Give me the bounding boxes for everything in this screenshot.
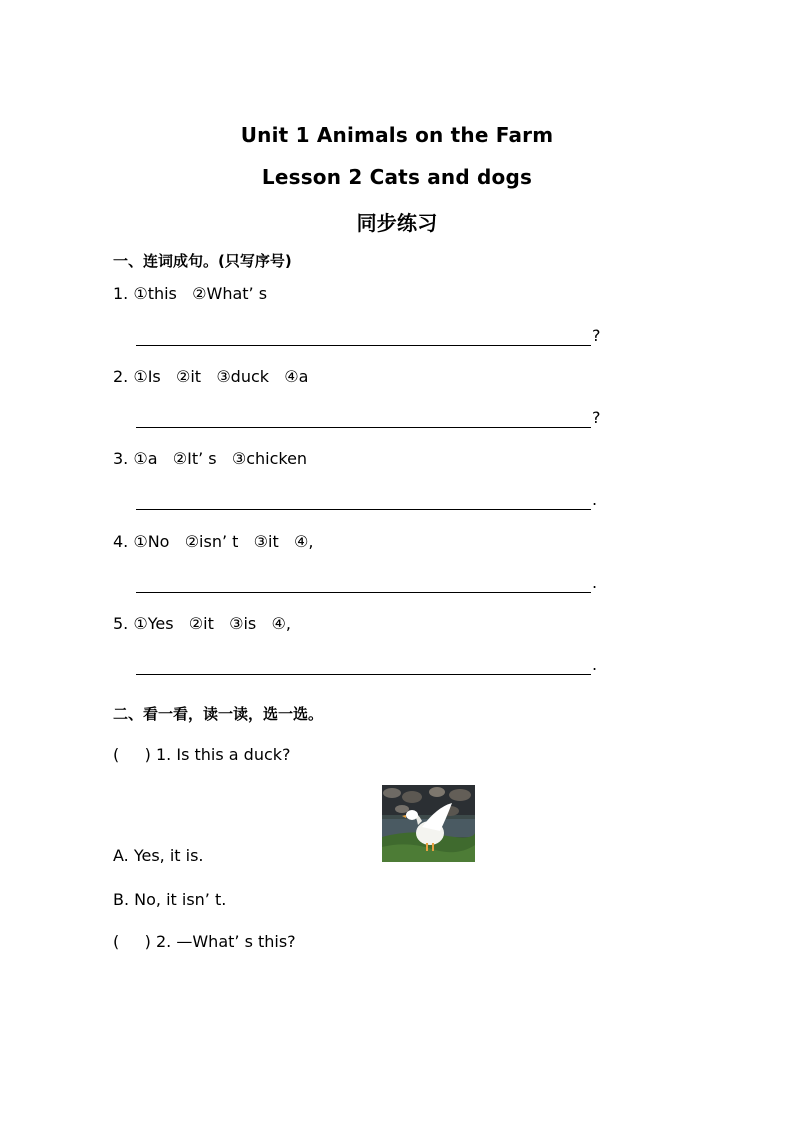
worksheet-subtitle: 同步练习 — [356, 211, 438, 235]
question-5: 5. ①Yes ②it ③is ④, — [113, 614, 291, 633]
answer-line-1[interactable] — [136, 325, 591, 346]
section2-heading: 二、看一看，读一读，选一选。 — [113, 705, 324, 723]
lesson-title: Lesson 2 Cats and dogs — [261, 165, 533, 189]
answer-3-punctuation: . — [592, 490, 598, 509]
answer-line-4[interactable] — [136, 572, 591, 593]
choice-question-1: ( ) 1. Is this a duck? — [113, 745, 291, 764]
question-4: 4. ①No ②isn’ t ③it ④, — [113, 532, 314, 551]
question-3: 3. ①a ②It’ s ③chicken — [113, 449, 308, 468]
answer-line-5[interactable] — [136, 654, 591, 675]
question-1: 1. ①this ②What’ s — [113, 284, 268, 303]
answer-5-punctuation: . — [592, 655, 598, 674]
option-a: A. Yes, it is. — [113, 846, 204, 865]
answer-line-3[interactable] — [136, 489, 591, 510]
choice-question-2: ( ) 2. —What’ s this? — [113, 932, 296, 951]
answer-2-punctuation: ? — [592, 408, 601, 427]
question-2: 2. ①Is ②it ③duck ④a — [113, 367, 309, 386]
answer-4-punctuation: . — [592, 573, 598, 592]
duck-photo — [382, 785, 475, 862]
unit-title: Unit 1 Animals on the Farm — [240, 123, 554, 147]
section1-heading: 一、连词成句。(只写序号) — [113, 252, 292, 270]
answer-1-punctuation: ? — [592, 326, 601, 345]
option-b: B. No, it isn’ t. — [113, 890, 227, 909]
answer-line-2[interactable] — [136, 407, 591, 428]
